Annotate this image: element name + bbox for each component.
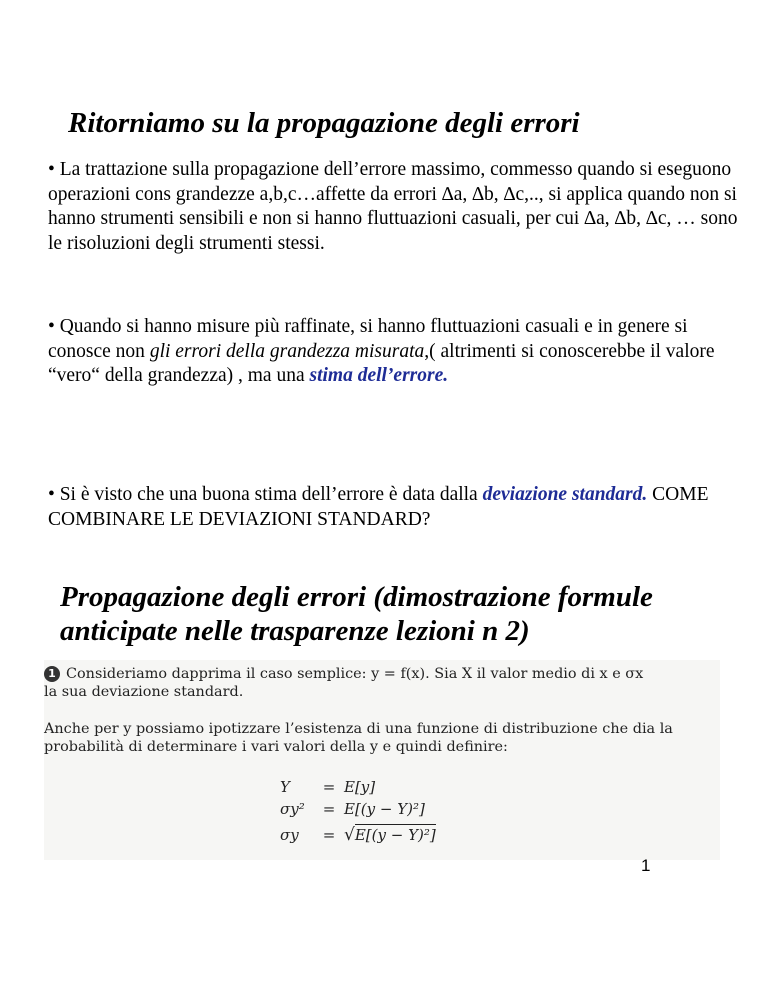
square-root-sign: √ (344, 825, 355, 845)
equation-rhs: E[y] (344, 778, 376, 796)
section-title: Propagazione degli errori (dimostrazione formule anticipate nelle trasparenze lezioni n 2) (60, 581, 653, 647)
p2-italic-phrase: gli errori della grandezza misurata (149, 340, 425, 362)
equation-standard-deviation (280, 825, 436, 845)
equation-op: = (322, 778, 336, 796)
paragraph-standard-deviation (48, 483, 748, 532)
p2-text-end: . (443, 365, 449, 386)
equation-variance (280, 800, 425, 818)
excerpt-line-1-text: Consideriamo dapprima il caso semplice: y = f(x). Sia X il valor medio di x e σx (66, 666, 644, 682)
bullet-number-icon: 1 (44, 666, 60, 682)
excerpt-line-1 (44, 666, 643, 682)
equation-rhs: E[(y − Y)²] (344, 800, 425, 818)
p2-text-start: • Quando si hanno misure più raffinate, si hanno fluttuazioni casuali e in genere si conosce non (48, 316, 688, 362)
p2-text-mid: ,( altrimenti si conoscerebbe il valore “vero“ della grandezza) , ma una (48, 340, 715, 386)
equation-op: = (322, 826, 336, 844)
equation-lhs: σy (280, 826, 299, 844)
equation-mean (280, 778, 375, 796)
p3-text-start: • Si è visto che una buona stima dell’errore è data dalla (48, 484, 483, 505)
p3-text-end: COME COMBINARE LE DEVIAZIONI STANDARD? (48, 484, 709, 530)
paragraph-max-error: • La trattazione sulla propagazione dell’errore massimo, commesso quando si eseguono operazioni cons grandezze a,b,c…affette da errori ∆a, ∆b, ∆c,.., si applica quando non si hanno strumenti sensibili e non si hanno fluttuazioni casuali, per cui ∆a, ∆b, ∆c, … sono le risoluzioni degli strumenti stessi. (48, 159, 738, 254)
equation-lhs: Y (280, 778, 290, 796)
p3-highlight-standard-deviation: deviazione standard. (482, 484, 648, 505)
excerpt-line-4: probabilità di determinare i vari valori della y e quindi definire: (44, 739, 508, 755)
page-number: 1 (641, 856, 651, 875)
excerpt-line-3: Anche per y possiamo ipotizzare l’esistenza di una funzione di distribuzione che dia la (44, 721, 673, 737)
paragraph-random-fluctuations (48, 315, 748, 389)
slide-title: Ritorniamo su la propagazione degli errori (68, 107, 580, 139)
p2-highlight-error-estimate: stima dell’errore (309, 365, 444, 386)
equation-op: = (322, 800, 336, 818)
equation-lhs: σy² (280, 800, 305, 818)
scanned-textbook-excerpt (44, 660, 720, 860)
equation-rhs: E[(y − Y)²] (354, 826, 436, 844)
excerpt-line-2: la sua deviazione standard. (44, 684, 244, 700)
